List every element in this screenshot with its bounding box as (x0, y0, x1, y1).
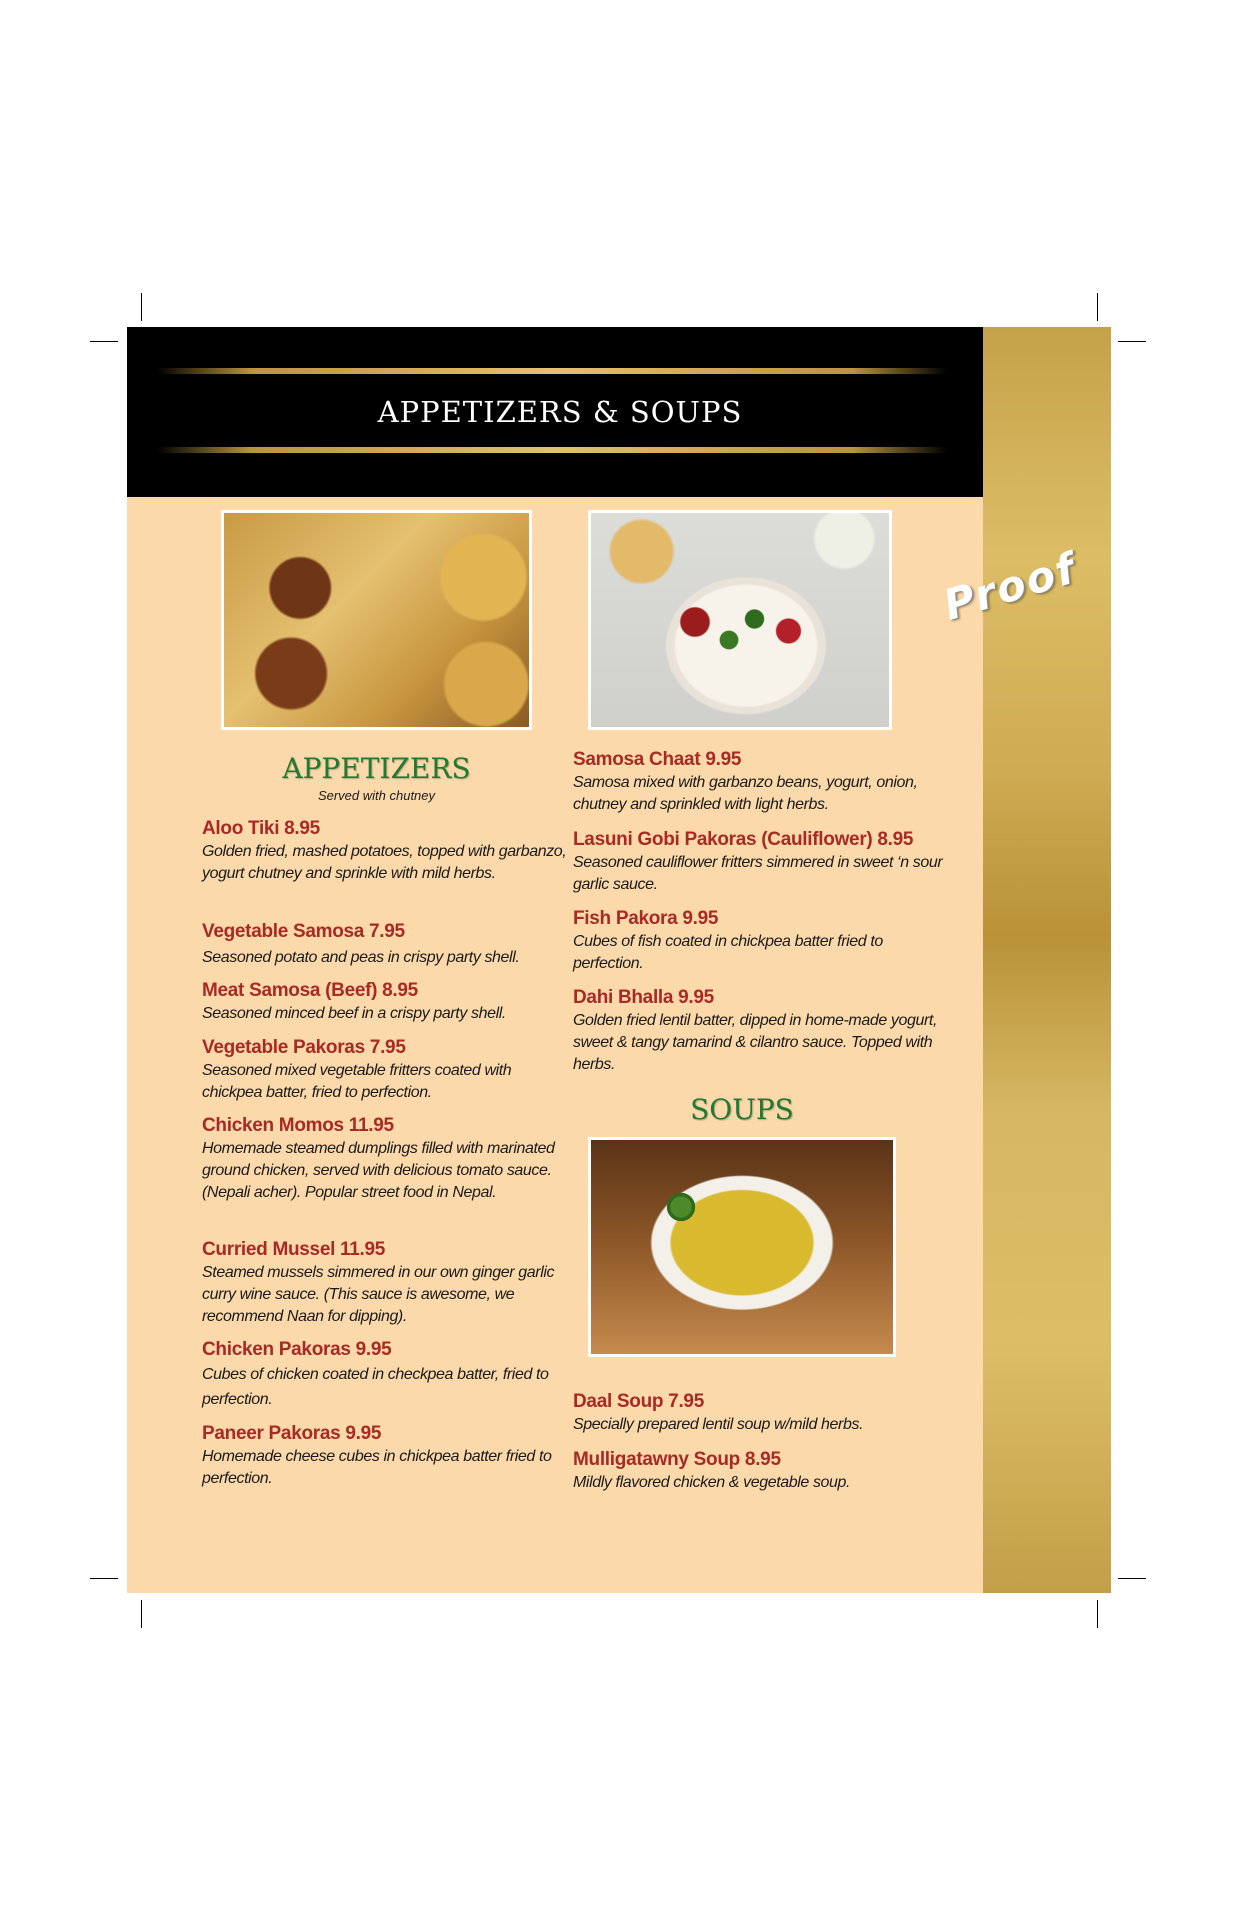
appetizers-heading: APPETIZERS (282, 752, 471, 785)
item-description: Specially prepared lentil soup w/mild herbs. (573, 1416, 864, 1433)
menu-item (573, 1391, 943, 1436)
item-name: Meat Samosa (Beef) 8.95 (202, 980, 418, 1001)
menu-item (202, 980, 572, 1025)
item-description: Cubes of fish coated in chickpea batter fried to perfection. (573, 933, 883, 972)
item-description: Steamed mussels simmered in our own ginger garlic curry wine sauce. (This sauce is awesome, we recommend Naan for dipping). (202, 1264, 555, 1325)
menu-item (202, 1037, 572, 1104)
item-description: Samosa mixed with garbanzo beans, yogurt, onion, chutney and sprinkled with light herbs. (573, 774, 918, 813)
chaat-toppings (661, 598, 831, 658)
soup-photo (588, 1137, 896, 1357)
item-name: Mulligatawny Soup 8.95 (573, 1449, 781, 1470)
menu-item (573, 987, 943, 1076)
item-description: Seasoned cauliflower fritters simmered in sweet ‘n sour garlic sauce. (573, 854, 943, 893)
item-name: Vegetable Pakoras 7.95 (202, 1037, 406, 1058)
item-name: Paneer Pakoras 9.95 (202, 1423, 382, 1444)
menu-item (573, 829, 943, 896)
item-description: Cubes of chicken coated in checkpea batter, fried to perfection. (202, 1366, 549, 1408)
item-name: Lasuni Gobi Pakoras (Cauliflower) 8.95 (573, 829, 914, 850)
samosa-photo (221, 510, 532, 730)
gold-side-bar (983, 327, 1111, 1593)
item-description: Mildly flavored chicken & vegetable soup. (573, 1474, 851, 1491)
menu-item (202, 818, 572, 885)
crop-mark (141, 293, 142, 321)
menu-item (573, 749, 943, 816)
menu-item (202, 921, 572, 969)
item-description: Seasoned potato and peas in crispy party shell. (202, 949, 520, 966)
header-banner (127, 327, 983, 497)
item-description: Seasoned minced beef in a crispy party shell. (202, 1005, 506, 1022)
crop-mark (141, 1600, 142, 1628)
item-description: Golden fried lentil batter, dipped in home-made yogurt, sweet & tangy tamarind & cilantro sauce. Topped with herbs. (573, 1012, 938, 1073)
samosa-chaat-photo (588, 510, 892, 730)
appetizers-subtitle: Served with chutney (317, 788, 436, 803)
crop-mark (1118, 341, 1146, 342)
menu-item (202, 1339, 572, 1412)
item-description: Homemade steamed dumplings filled with marinated ground chicken, served with delicious tomato sauce. (Nepali acher). Popular street food in Nepal. (202, 1140, 555, 1201)
item-name: Curried Mussel 11.95 (202, 1239, 386, 1260)
menu-item (202, 1423, 572, 1490)
item-name: Chicken Momos 11.95 (202, 1115, 394, 1136)
crop-mark (1118, 1578, 1146, 1579)
header-bottom-rule (157, 447, 947, 453)
item-description: Homemade cheese cubes in chickpea batter fried to perfection. (202, 1448, 552, 1487)
item-name: Dahi Bhalla 9.95 (573, 987, 714, 1008)
crop-mark (1097, 293, 1098, 321)
crop-mark (90, 1578, 118, 1579)
page-title: APPETIZERS & SOUPS (377, 395, 743, 429)
item-description: Seasoned mixed vegetable fritters coated with chickpea batter, fried to perfection. (202, 1062, 512, 1101)
item-name: Aloo Tiki 8.95 (202, 818, 320, 839)
item-name: Daal Soup 7.95 (573, 1391, 704, 1412)
proof-watermark: Proof (937, 543, 1083, 630)
crop-mark (1097, 1600, 1098, 1628)
item-name: Samosa Chaat 9.95 (573, 749, 742, 770)
menu-item (202, 1239, 572, 1328)
menu-item (202, 1115, 572, 1204)
menu-item (573, 1449, 943, 1494)
crop-mark (90, 341, 118, 342)
item-description: Golden fried, mashed potatoes, topped with garbanzo, yogurt chutney and sprinkle with mild herbs. (202, 843, 567, 882)
herb-garnish (663, 1192, 699, 1222)
menu-item (573, 908, 943, 975)
header-top-rule (157, 368, 947, 374)
item-name: Chicken Pakoras 9.95 (202, 1339, 392, 1360)
item-name: Vegetable Samosa 7.95 (202, 921, 405, 942)
item-name: Fish Pakora 9.95 (573, 908, 719, 929)
soups-heading: SOUPS (690, 1093, 794, 1126)
